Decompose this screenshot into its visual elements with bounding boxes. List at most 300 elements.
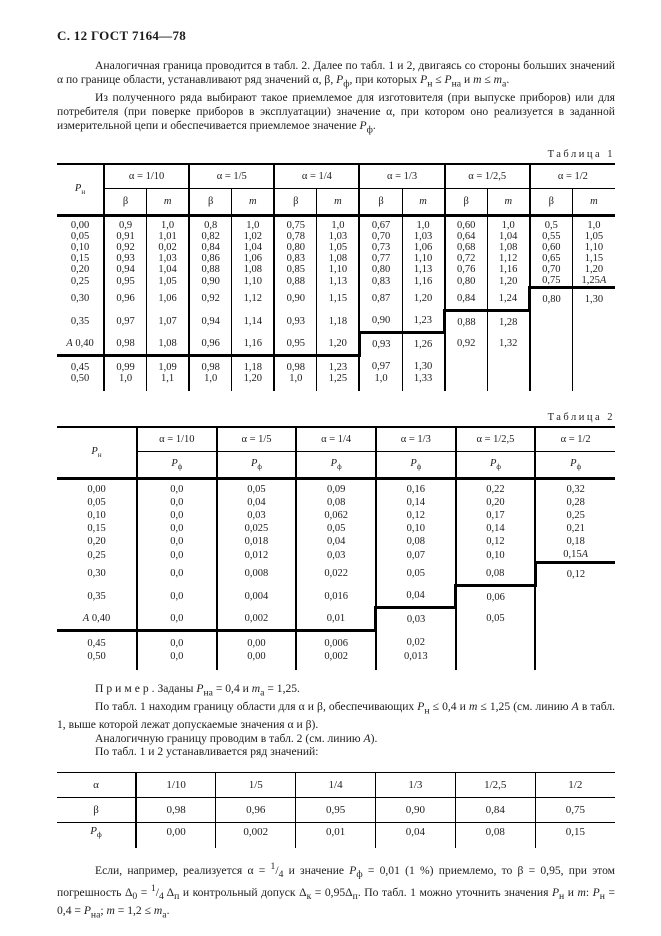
table-cell: 0,002	[217, 608, 297, 631]
table-cell: 1,06	[232, 253, 275, 264]
table-cell: 0,02	[147, 242, 190, 253]
table-row	[57, 496, 615, 509]
table-cell: 1,25	[317, 373, 360, 391]
table-cell: 0,0	[137, 509, 217, 522]
table-cell	[456, 650, 536, 670]
table-2	[57, 426, 615, 670]
subcolumn-header: β	[530, 189, 573, 216]
table-cell: 0,20	[70, 264, 90, 276]
table-cell	[445, 355, 488, 373]
pn-corner-label: $P_н$	[57, 427, 137, 479]
table-cell: 0,97	[104, 310, 147, 333]
table-cell: 0,08	[455, 823, 535, 848]
table-row	[57, 264, 615, 275]
table-cell: 0,84	[455, 798, 535, 823]
table-cell: 1,30	[572, 288, 615, 311]
table-cell: 0,87	[359, 288, 402, 311]
table-row	[57, 548, 615, 563]
example-line-1: Пример. Заданы $P_{на} = 0,4$ и $m_а = 1,25$.	[95, 681, 300, 698]
table-cell: 0,10	[456, 548, 536, 563]
table-cell: 1,0	[317, 216, 360, 232]
table-cell: 1,0	[572, 216, 615, 232]
table-cell: 1,16	[232, 333, 275, 356]
table-cell: 1,23	[317, 355, 360, 373]
table-cell: 0,004	[217, 585, 297, 608]
table-cell: 0,92	[445, 333, 488, 356]
table-cell: 0,88	[445, 310, 488, 333]
table-cell: 1,08	[317, 253, 360, 264]
table-row	[57, 275, 615, 288]
table-cell: 0,50	[87, 650, 106, 662]
table-cell	[530, 355, 573, 373]
table-cell: 1/3	[375, 773, 455, 798]
table-row	[57, 798, 615, 823]
table-cell	[456, 630, 536, 650]
example-line-4: По табл. 1 и 2 устанавливается ряд значений:	[95, 745, 319, 759]
table-row	[57, 333, 615, 356]
paragraph-intro-2: Из полученного ряда выбирают такое приемлемое для изготовителя (при выпуске приборов) или для потребителя (при поверке приборов в эксплуатации) значение α, при котором оно реализуется в заданной измерительной цепи и обеспечивается приемлемое значение $P_ф$.	[57, 90, 615, 135]
table-cell: 1,28	[487, 310, 530, 333]
subcolumn-header: β	[104, 189, 147, 216]
series-row-head: $P_ф$	[90, 824, 102, 840]
table-cell: 0,012	[217, 548, 297, 563]
table-cell: 0,86	[189, 253, 232, 264]
table-cell: 1/5	[216, 773, 296, 798]
table3-body	[57, 773, 615, 848]
table-cell: 1,0	[147, 216, 190, 232]
table-cell: 0,08	[456, 563, 536, 586]
table-cell: 0,12	[456, 535, 536, 548]
table-cell: 0,10	[87, 510, 106, 522]
paragraph-final: Если, например, реализуется $\alpha = ^1/_4$ и значение $P_ф = 0,01$ (1 %) приемлемо, то β = 0,95, при этом погрешность $\Delta_0 = ^1/_4$ $\Delta_п$ и контрольный допуск $\Delta_к = 0,95\Delta_п$. По табл. 1 можно уточнить значения $P_н$ и m: $P_н = 0,4 = P_{на}$; $m = 1,2 \le m_а$.	[57, 860, 616, 920]
table-cell	[445, 373, 488, 391]
table-cell: 1,0	[104, 373, 147, 391]
table-cell: 0,82	[189, 231, 232, 242]
table-cell: 0,12	[376, 509, 456, 522]
table-cell: 1,13	[402, 264, 445, 275]
example-line-2: По табл. 1 находим границу области для α и β, обеспечивающих $P_н \le 0,4$ и m ≤ 1,25 (см. линию А в табл. 1, выше которой лежат допускаемые значения α и β).	[57, 699, 616, 731]
alpha-group-header: α = 1/3	[359, 164, 444, 189]
table2-header	[57, 427, 615, 479]
table-cell: 0,98	[189, 355, 232, 373]
table-cell: 0,30	[87, 568, 106, 580]
table-cell: 0,01	[296, 608, 376, 631]
table-cell: 0,97	[359, 355, 402, 373]
alpha-header-row	[57, 164, 615, 189]
table-cell: 1,24	[487, 288, 530, 311]
table-cell: 0,90	[274, 288, 317, 311]
table-cell: 0,04	[296, 535, 376, 548]
table-cell	[487, 355, 530, 373]
table-cell: 0,60	[445, 216, 488, 232]
table-cell	[572, 373, 615, 391]
table-cell: 0,15	[87, 523, 106, 535]
table-row	[57, 823, 615, 848]
table-cell: 0,06	[456, 585, 536, 608]
table-cell: 1,0	[402, 216, 445, 232]
table-cell: 0,99	[104, 355, 147, 373]
alpha-group-header: α = 1/2,5	[445, 164, 530, 189]
table-cell: 0,00	[87, 484, 106, 496]
table-cell: 0,88	[189, 264, 232, 275]
table-cell: 0,062	[296, 509, 376, 522]
table-cell: 0,75	[530, 275, 573, 288]
table-cell: 0,88	[274, 275, 317, 288]
table-cell: 0,0	[137, 650, 217, 670]
subcolumn-header-row	[57, 189, 615, 216]
table-cell	[530, 373, 573, 391]
table-cell: 0,93	[359, 333, 402, 356]
table-cell: 1/2	[535, 773, 615, 798]
table-cell: 0,03	[217, 509, 297, 522]
table-cell: 0,10	[70, 242, 90, 254]
subcolumn-header: β	[359, 189, 402, 216]
table-cell: 0,96	[216, 798, 296, 823]
table-cell: 1,0	[487, 216, 530, 232]
table-cell: 0,006	[296, 630, 376, 650]
table-cell: 0,07	[376, 548, 456, 563]
table-row	[57, 288, 615, 311]
table-cell: 0,05	[70, 231, 90, 243]
table-cell: 1,33	[402, 373, 445, 391]
table-cell: 1,20	[232, 373, 275, 391]
subcolumn-header: m	[402, 189, 445, 216]
table-cell: 0,75	[535, 798, 615, 823]
table-cell: 0,78	[274, 231, 317, 242]
table-cell: 0,80	[530, 288, 573, 311]
table-cell: 0,03	[376, 608, 456, 631]
table-cell	[535, 630, 615, 650]
table2-body	[57, 479, 615, 670]
table-1	[57, 163, 615, 391]
table-cell: 0,90	[359, 310, 402, 333]
table-cell: 1/2,5	[455, 773, 535, 798]
table-cell: 0,05	[376, 563, 456, 586]
table-cell: 0,025	[217, 522, 297, 535]
table-cell: 0,00	[136, 823, 216, 848]
table-cell: 0,50	[70, 372, 90, 384]
table-cell: 0,92	[189, 288, 232, 311]
table-cell: 0,04	[375, 823, 455, 848]
table-cell: 0,65	[530, 253, 573, 264]
table-cell: 0,96	[189, 333, 232, 356]
alpha-group-header: α = 1/4	[296, 427, 376, 452]
table-cell: 0,08	[376, 535, 456, 548]
table-cell: 1,04	[487, 231, 530, 242]
table-cell: 0,0	[137, 535, 217, 548]
subcolumn-header: $P_ф$	[535, 452, 615, 479]
table-cell: 1,15	[317, 288, 360, 311]
table-cell	[530, 333, 573, 356]
table-cell: 0,94	[104, 264, 147, 275]
table-cell: 1,05	[317, 242, 360, 253]
table-row	[57, 563, 615, 586]
alpha-group-header: α = 1/2	[535, 427, 615, 452]
alpha-group-header: α = 1/2,5	[456, 427, 536, 452]
table-row	[57, 310, 615, 333]
table-cell: 0,93	[274, 310, 317, 333]
table-cell: 0,018	[217, 535, 297, 548]
table1-body	[57, 216, 615, 391]
table-row	[57, 585, 615, 608]
pn-corner-label: $P_н$	[57, 164, 104, 216]
table-cell	[572, 333, 615, 356]
table-cell: 1,06	[402, 242, 445, 253]
table-cell: 0,21	[535, 522, 615, 535]
table-row	[57, 216, 615, 232]
series-row-head: α	[57, 773, 136, 798]
table1-header	[57, 164, 615, 216]
table-cell: 0,16	[376, 479, 456, 497]
table-cell	[535, 585, 615, 608]
table-cell: 0,5	[530, 216, 573, 232]
table-cell: 1,06	[147, 288, 190, 311]
table-row	[57, 509, 615, 522]
table-cell: 0,9	[104, 216, 147, 232]
table-cell: 1,14	[232, 310, 275, 333]
table-cell: 1,08	[232, 264, 275, 275]
subcolumn-header: β	[274, 189, 317, 216]
table-cell: 0,8	[189, 216, 232, 232]
table-cell: 0,76	[445, 264, 488, 275]
table-cell: 0,013	[376, 650, 456, 670]
table-cell: 1,09	[147, 355, 190, 373]
table-row	[57, 522, 615, 535]
subcolumn-header: $P_ф$	[217, 452, 297, 479]
table-cell: 0,15А	[535, 548, 615, 563]
table-cell: 0,75	[274, 216, 317, 232]
table-cell: 1,30	[402, 355, 445, 373]
subcolumn-header: $P_ф$	[296, 452, 376, 479]
table-cell: 1,03	[402, 231, 445, 242]
table-cell: 1,32	[487, 333, 530, 356]
table-cell: 0,00	[217, 630, 297, 650]
table-cell: 1,12	[487, 253, 530, 264]
table-cell: 0,92	[104, 242, 147, 253]
table-cell: 1,20	[487, 275, 530, 288]
table-cell: А 0,40	[57, 333, 104, 356]
table-cell: 1,10	[402, 253, 445, 264]
table-cell: 0,95	[104, 275, 147, 288]
table-cell: 0,0	[137, 563, 217, 586]
table-cell: 1,25А	[572, 275, 615, 288]
table-cell: 0,83	[274, 253, 317, 264]
table-cell: 0,25	[87, 549, 106, 561]
table-cell: 1,26	[402, 333, 445, 356]
table-cell: 0,83	[359, 275, 402, 288]
table-cell: 0,93	[104, 253, 147, 264]
table-cell: 0,02	[376, 630, 456, 650]
table-cell: 0,22	[456, 479, 536, 497]
table-cell: 0,20	[87, 536, 106, 548]
table2-label: Таблица 2	[547, 411, 615, 423]
table-cell: 0,85	[274, 264, 317, 275]
table-cell: 1,12	[232, 288, 275, 311]
table-cell: 1,07	[147, 310, 190, 333]
table-cell: 0,18	[535, 535, 615, 548]
table-cell: 1,05	[147, 275, 190, 288]
table-cell: 0,98	[136, 798, 216, 823]
table-row	[57, 535, 615, 548]
table-cell: 0,28	[535, 496, 615, 509]
table-cell: 0,98	[274, 355, 317, 373]
example-block	[57, 682, 615, 760]
table-cell: 1,0	[274, 373, 317, 391]
table-cell: 0,05	[87, 497, 106, 509]
alpha-group-header: α = 1/10	[104, 164, 189, 189]
table-cell: 0,008	[217, 563, 297, 586]
table-cell: 0,0	[137, 585, 217, 608]
table-cell: 0,77	[359, 253, 402, 264]
subcolumn-header: m	[317, 189, 360, 216]
table-cell: 0,80	[274, 242, 317, 253]
table-cell	[487, 373, 530, 391]
table-cell: 1,04	[147, 264, 190, 275]
table-cell: 0,09	[296, 479, 376, 497]
table-cell: 0,05	[217, 479, 297, 497]
subcolumn-header: m	[572, 189, 615, 216]
table-cell: 0,95	[296, 798, 376, 823]
table-cell: 0,002	[216, 823, 296, 848]
table-cell: 0,14	[376, 496, 456, 509]
alpha-header-row	[57, 427, 615, 452]
table-cell: 0,96	[104, 288, 147, 311]
table-cell: 0,67	[359, 216, 402, 232]
table-row	[57, 773, 615, 798]
table-cell: 0,01	[296, 823, 376, 848]
table-cell: 1,01	[147, 231, 190, 242]
table-row	[57, 242, 615, 253]
table-cell: 0,0	[137, 496, 217, 509]
page-header: С. 12 ГОСТ 7164—78	[57, 28, 187, 43]
table-cell: 0,0	[137, 630, 217, 650]
table-cell: 1,10	[317, 264, 360, 275]
table-cell	[535, 650, 615, 670]
table-cell: 1/10	[136, 773, 216, 798]
table-cell: 0,15	[535, 823, 615, 848]
table-cell: 0,17	[456, 509, 536, 522]
table-cell: 0,95	[274, 333, 317, 356]
alpha-group-header: α = 1/2	[530, 164, 615, 189]
table-cell: 0,32	[535, 479, 615, 497]
table-cell: 0,04	[376, 585, 456, 608]
table-cell: 0,68	[445, 242, 488, 253]
series-row-head: β	[57, 798, 136, 823]
table-cell: 1,13	[317, 275, 360, 288]
table-cell: 0,35	[87, 590, 106, 602]
table-cell: 0,00	[70, 220, 90, 232]
subcolumn-header: $P_ф$	[137, 452, 217, 479]
alpha-group-header: α = 1/3	[376, 427, 456, 452]
table1-label: Таблица 1	[547, 148, 615, 160]
table-cell: 1,04	[232, 242, 275, 253]
subcolumn-header: $P_ф$	[376, 452, 456, 479]
table-cell: 0,90	[189, 275, 232, 288]
paragraph-intro-1: Аналогичная граница проводится в табл. 2. Далее по табл. 1 и 2, двигаясь со стороны больших значений α по границе области, устанавливают ряд значений α, β, $P_ф$, при которых $P_н \le P_{на}$ и $m \le m_а$.	[57, 59, 615, 90]
table-cell: 1,0	[359, 373, 402, 391]
table-cell: 0,15	[70, 253, 90, 265]
table-cell: 1,0	[232, 216, 275, 232]
table-cell: 1,18	[317, 310, 360, 333]
table-cell: 0,016	[296, 585, 376, 608]
alpha-group-header: α = 1/5	[189, 164, 274, 189]
table-cell: 0,91	[104, 231, 147, 242]
table-cell: 1,20	[317, 333, 360, 356]
table-cell: 1,1	[147, 373, 190, 391]
subcolumn-header: m	[487, 189, 530, 216]
table-cell: 1,08	[147, 333, 190, 356]
table-row	[57, 355, 615, 373]
table-row	[57, 650, 615, 670]
table-cell: 1,15	[572, 253, 615, 264]
subcolumn-header-row	[57, 452, 615, 479]
table-cell: 0,55	[530, 231, 573, 242]
table-cell: 0,0	[137, 608, 217, 631]
table-cell	[535, 608, 615, 631]
table-cell: 1,16	[487, 264, 530, 275]
subcolumn-header: $P_ф$	[456, 452, 536, 479]
table-cell: 0,80	[359, 264, 402, 275]
table-cell: 0,022	[296, 563, 376, 586]
table-cell: 0,20	[456, 496, 536, 509]
table-cell: 0,10	[376, 522, 456, 535]
table-cell: 1,03	[317, 231, 360, 242]
table-cell: 0,0	[137, 548, 217, 563]
table-cell: 0,90	[375, 798, 455, 823]
table-cell: 0,12	[535, 563, 615, 586]
table-cell: 0,08	[296, 496, 376, 509]
table-cell: 0,45	[87, 637, 106, 649]
table-cell	[530, 310, 573, 333]
table-cell: 1,16	[402, 275, 445, 288]
table-row	[57, 608, 615, 631]
alpha-group-header: α = 1/10	[137, 427, 217, 452]
table-cell: 1,03	[147, 253, 190, 264]
table-cell: 1,20	[572, 264, 615, 275]
table-row	[57, 479, 615, 497]
table-cell: 0,98	[104, 333, 147, 356]
table-cell: 0,73	[359, 242, 402, 253]
table-cell: 0,70	[359, 231, 402, 242]
table-cell: 0,70	[530, 264, 573, 275]
table-cell: 1,08	[487, 242, 530, 253]
table-cell	[572, 355, 615, 373]
table-cell: 1,10	[572, 242, 615, 253]
table-cell: 0,002	[296, 650, 376, 670]
table-cell: 0,25	[70, 275, 90, 287]
table-cell: 1,0	[189, 373, 232, 391]
table-cell: 1,10	[232, 275, 275, 288]
table-cell: 1,02	[232, 231, 275, 242]
subcolumn-header: β	[445, 189, 488, 216]
table-cell: 0,45	[70, 361, 90, 373]
table-cell: А 0,40	[57, 608, 137, 631]
table-3	[57, 772, 615, 848]
table-row	[57, 253, 615, 264]
alpha-group-header: α = 1/4	[274, 164, 359, 189]
table-cell: 0,72	[445, 253, 488, 264]
alpha-group-header: α = 1/5	[217, 427, 297, 452]
table-cell: 0,35	[70, 315, 90, 327]
table-cell: 0,0	[137, 522, 217, 535]
table-cell: 0,25	[535, 509, 615, 522]
table-cell: 0,30	[70, 293, 90, 305]
table-cell: 0,80	[445, 275, 488, 288]
table-cell	[572, 310, 615, 333]
table-cell: 0,03	[296, 548, 376, 563]
table-cell: 0,94	[189, 310, 232, 333]
subcolumn-header: m	[232, 189, 275, 216]
